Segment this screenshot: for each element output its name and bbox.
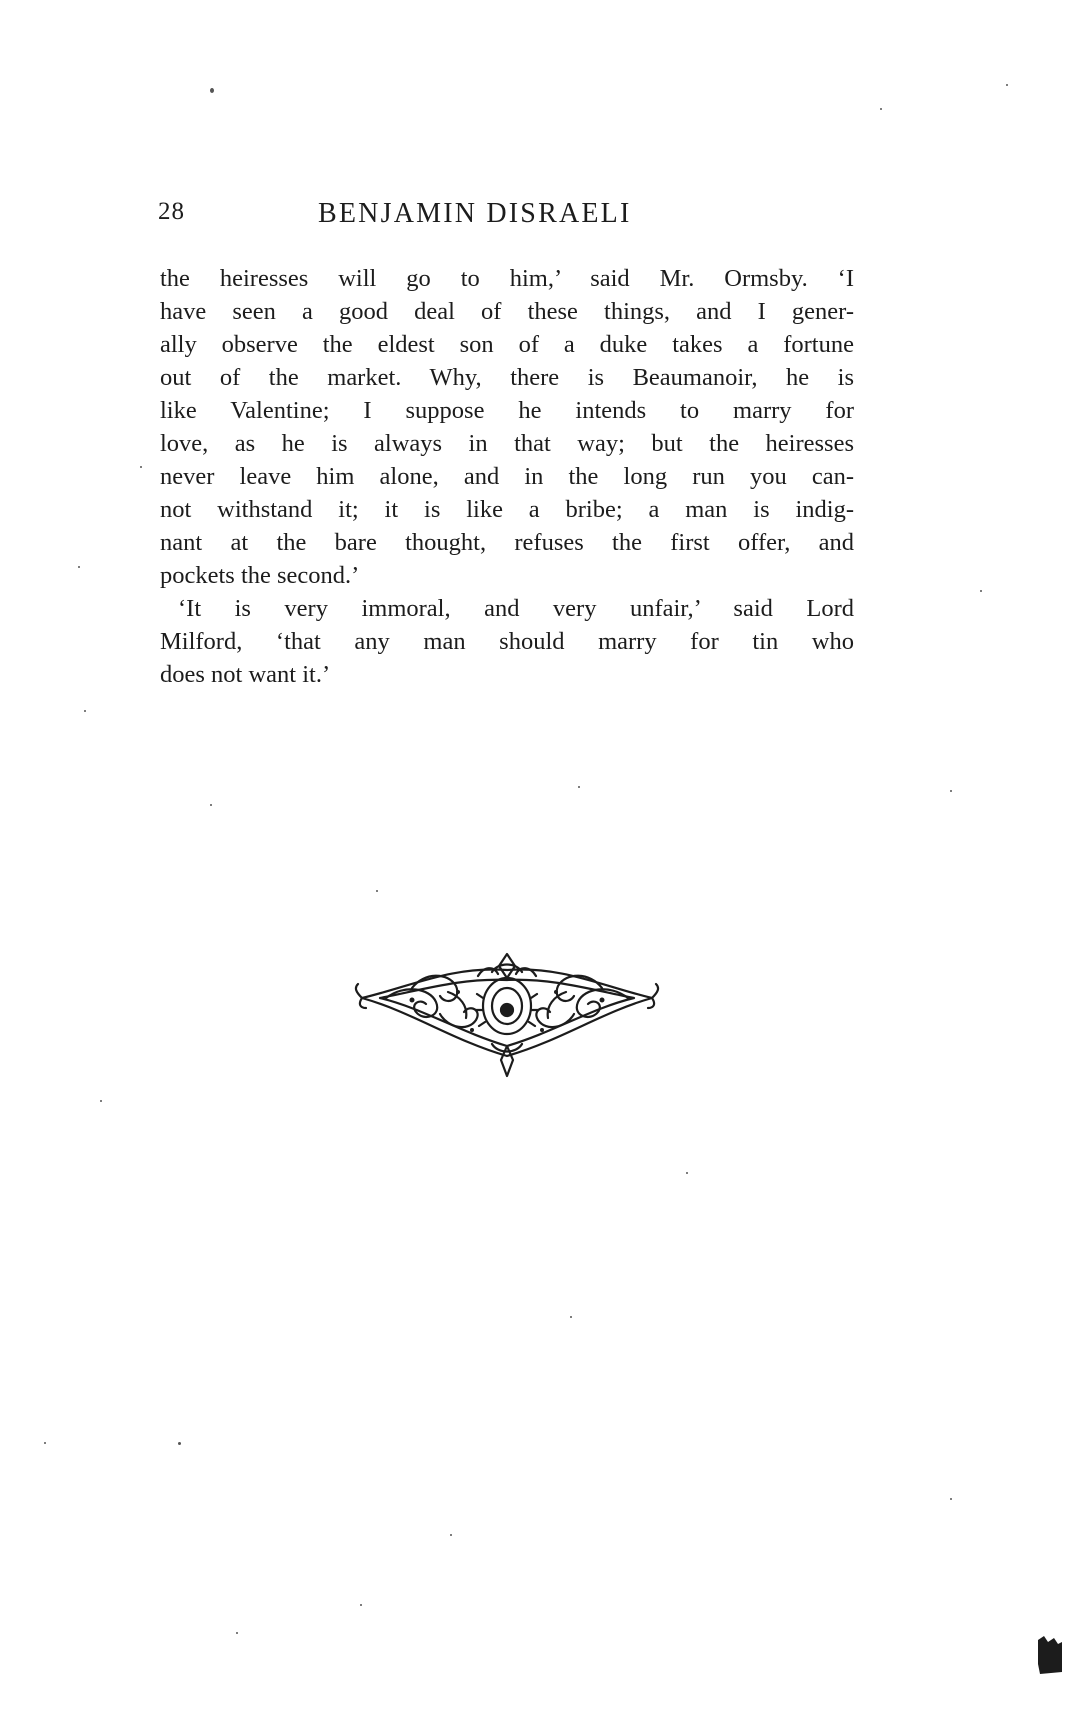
paper-speck	[140, 466, 142, 468]
paper-speck	[100, 1100, 102, 1102]
text-line: not withstand it; it is like a bribe; a man is indig-	[160, 496, 854, 523]
paper-speck	[78, 566, 80, 568]
running-head	[158, 198, 858, 238]
paper-speck	[950, 1498, 952, 1500]
text-line: never leave him alone, and in the long run you can-	[160, 463, 854, 490]
text-line: have seen a good deal of these things, and I gener-	[160, 298, 854, 325]
paper-speck	[360, 1604, 362, 1606]
paper-speck	[44, 1442, 46, 1444]
corner-ink-mark-icon	[1036, 1634, 1064, 1676]
text-line: ally observe the eldest son of a duke takes a fortune	[160, 331, 854, 358]
paper-speck	[84, 710, 86, 712]
paper-speck	[950, 790, 952, 792]
text-line: like Valentine; I suppose he intends to marry for	[160, 397, 854, 424]
page-number: 28	[158, 198, 185, 225]
text-line: pockets the second.’	[160, 562, 360, 589]
paper-speck	[686, 1172, 688, 1174]
text-line: the heiresses will go to him,’ said Mr. Ormsby. ‘I	[160, 265, 854, 292]
text-line: nant at the bare thought, refuses the first offer, and	[160, 529, 854, 556]
text-line: Milford, ‘that any man should marry for tin who	[160, 628, 854, 655]
text-line: ‘It is very immoral, and very unfair,’ said Lord	[178, 595, 854, 622]
text-line: out of the market. Why, there is Beaumanoir, he is	[160, 364, 854, 391]
paper-speck	[178, 1442, 181, 1445]
paper-speck	[880, 108, 882, 110]
paper-speck	[236, 1632, 238, 1634]
running-title: BENJAMIN DISRAELI	[318, 198, 632, 229]
text-line: love, as he is always in that way; but the heiresses	[160, 430, 854, 457]
paper-speck	[376, 890, 378, 892]
body-text	[160, 262, 854, 691]
paper-speck	[570, 1316, 572, 1318]
paper-speck	[1006, 84, 1008, 86]
paragraph-1	[160, 262, 854, 592]
paper-speck	[450, 1534, 452, 1536]
paper-speck	[210, 804, 212, 806]
paper-speck	[980, 590, 982, 592]
paragraph-2	[160, 592, 854, 691]
paper-speck	[578, 786, 580, 788]
paper-speck	[210, 88, 214, 93]
text-line: does not want it.’	[160, 661, 331, 688]
tailpiece-ornament-icon	[352, 948, 662, 1086]
